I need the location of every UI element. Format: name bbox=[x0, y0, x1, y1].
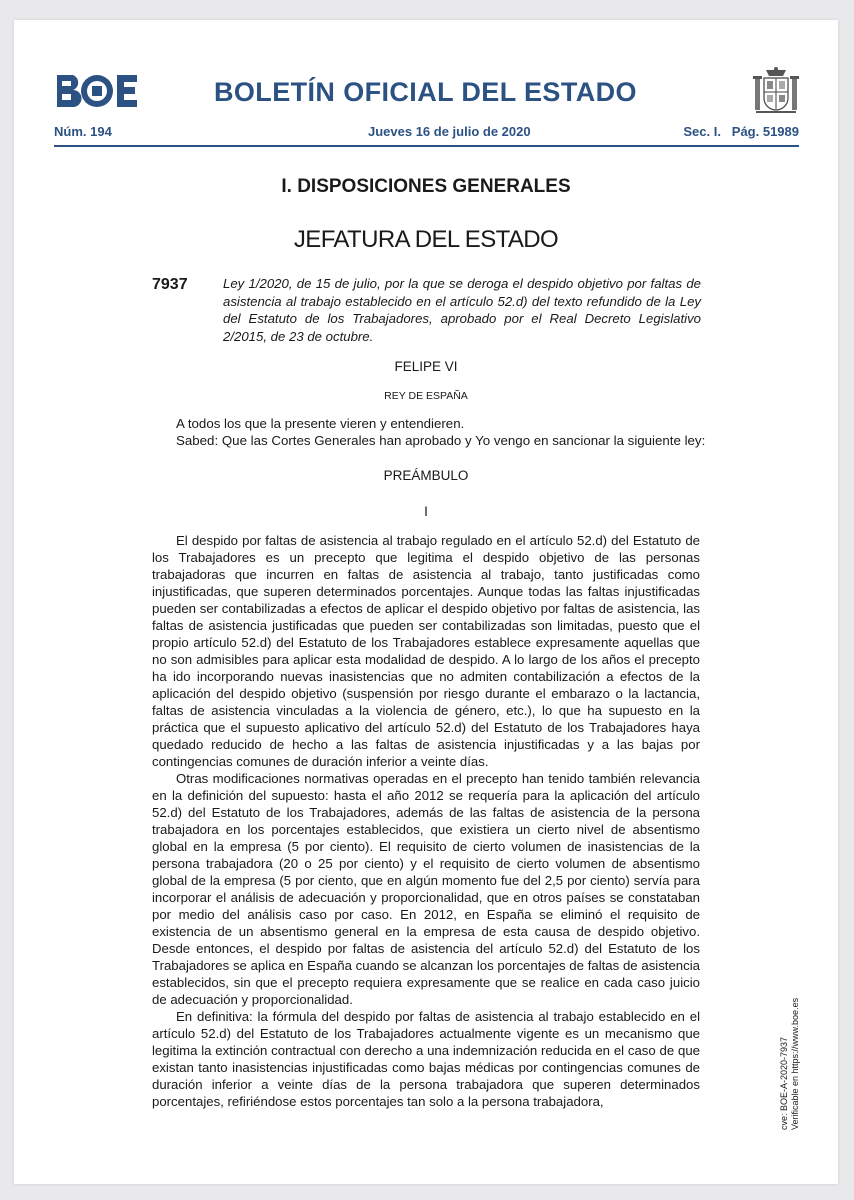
section-page: Sec. I. Pág. 51989 bbox=[683, 124, 799, 139]
roman-heading: I bbox=[424, 504, 428, 519]
intro-line: Sabed: Que las Cortes Generales han aprobado y Yo vengo en sancionar la siguiente ley: bbox=[176, 433, 706, 448]
promulgation-intro bbox=[176, 415, 736, 449]
preamble-body bbox=[152, 532, 700, 1110]
section-title: I. DISPOSICIONES GENERALES bbox=[281, 176, 571, 197]
paragraph: Otras modificaciones normativas operadas en el precepto han tenido también relevancia en la definición del supuesto: hasta el año 2012 se requería para la aplicación del artículo 52.d) del Estatuto de los Trabajadores, además de las faltas de asistencia de la persona trabajadora en los porcentajes establecidos, que existiera un cierto nivel de absentismo global en la empresa (5 por ciento). El requisito de cierto volumen de inasistencias de la persona trabajadora (20 o 25 por ciento) y el requisito de cierto volumen de absentismo global de la empresa (5 por ciento, que en algún momento fue del 2,5 por ciento) servía para incorporar el análisis de adecuación y proporcionalidad, que en otros países se constataban por medio del análisis caso por caso. En 2012, en España se eliminó el requisito de existencia de un absentismo general en la empresa de esta causa de despido objetivo. Desde entonces, el despido por faltas de asistencia del artículo 52.d) del Estatuto de los Trabajadores se aplica en España cuando se alcanzan los porcentajes de faltas de asistencia establecidos, sin que el precepto requiera expresamente que se realice en cada caso juicio de adecuación y proporcionalidad. bbox=[152, 771, 700, 1007]
verification-note bbox=[779, 998, 801, 1130]
issue-info-bar bbox=[54, 124, 799, 142]
document-page bbox=[14, 20, 838, 1184]
king-name: FELIPE VI bbox=[394, 359, 458, 374]
preamble-heading: PREÁMBULO bbox=[383, 468, 469, 483]
verification-url: Verificable en https://www.boe.es bbox=[790, 997, 800, 1130]
cve-code: cve: BOE-A-2020-7937 bbox=[779, 1036, 789, 1130]
intro-line: A todos los que la presente vieren y entendieren. bbox=[176, 416, 465, 431]
coat-of-arms-icon bbox=[752, 66, 800, 118]
paragraph: En definitiva: la fórmula del despido por faltas de asistencia al trabajo establecido en el artículo 52.d) del Estatuto de los Trabajadores actualmente vigente es un mecanismo que legitima la extinción contractual con derecho a una indemnización reducida en el caso de que existan tanto inasistencias injustificadas como bajas médicas por contingencias comunes de duración inferior a veinte días de la persona trabajadora que superen determinados porcentajes, refiriéndose estos porcentajes tan solo a la persona trabajadora, bbox=[152, 1009, 700, 1109]
boe-logo-icon bbox=[55, 72, 139, 110]
paragraph: El despido por faltas de asistencia al trabajo regulado en el artículo 52.d) del Estatuto de los Trabajadores es un precepto que legitima el despido objetivo de las personas trabajadoras que incurren en faltas de asistencia al trabajo, tanto justificadas como injustificadas, que superen determinados porcentajes. Aunque todas las faltas injustificadas pueden ser contabilizadas a efectos de aplicar el despido objetivo por faltas de asistencia, las faltas de asistencia justificadas que pueden ser contabilizadas son limitadas, puesto que el propio artículo 52.d) del Estatuto de los Trabajadores establece expresamente aquellas que no son admisibles para aplicar esta modalidad de despido. A lo largo de los años el precepto ha ido incorporando nuevas inasistencias que no admiten contabilización a efectos de la aplicación del despido objetivo (suspensión por riesgo durante el embarazo o la lactancia, faltas de asistencia vinculadas a la violencia de género, etc.), lo que ha supuesto en la práctica que el supuesto aplicativo del artículo 52.d) del Estatuto de los Trabajadores haya quedado reducido de hecho a las faltas de asistencia injustificadas y a las bajas por contingencias comunes de duración inferior a veinte días. bbox=[152, 533, 700, 769]
king-title: REY DE ESPAÑA bbox=[384, 390, 468, 402]
law-number: 7937 bbox=[152, 276, 188, 293]
department-title: JEFATURA DEL ESTADO bbox=[293, 226, 559, 253]
law-title: Ley 1/2020, de 15 de julio, por la que se deroga el despido objetivo por faltas de asistencia al trabajo establecido en el artículo 52.d) del texto refundido de la Ley del Estatuto de los Trabajadores, aprobado por el Real Decreto Legislativo 2/2015, de 23 de octubre. bbox=[223, 276, 701, 344]
bulletin-title: BOLETÍN OFICIAL DEL ESTADO bbox=[214, 77, 637, 107]
issue-date: Jueves 16 de julio de 2020 bbox=[368, 124, 531, 139]
header-divider bbox=[54, 145, 799, 147]
issue-number: Núm. 194 bbox=[54, 124, 112, 139]
